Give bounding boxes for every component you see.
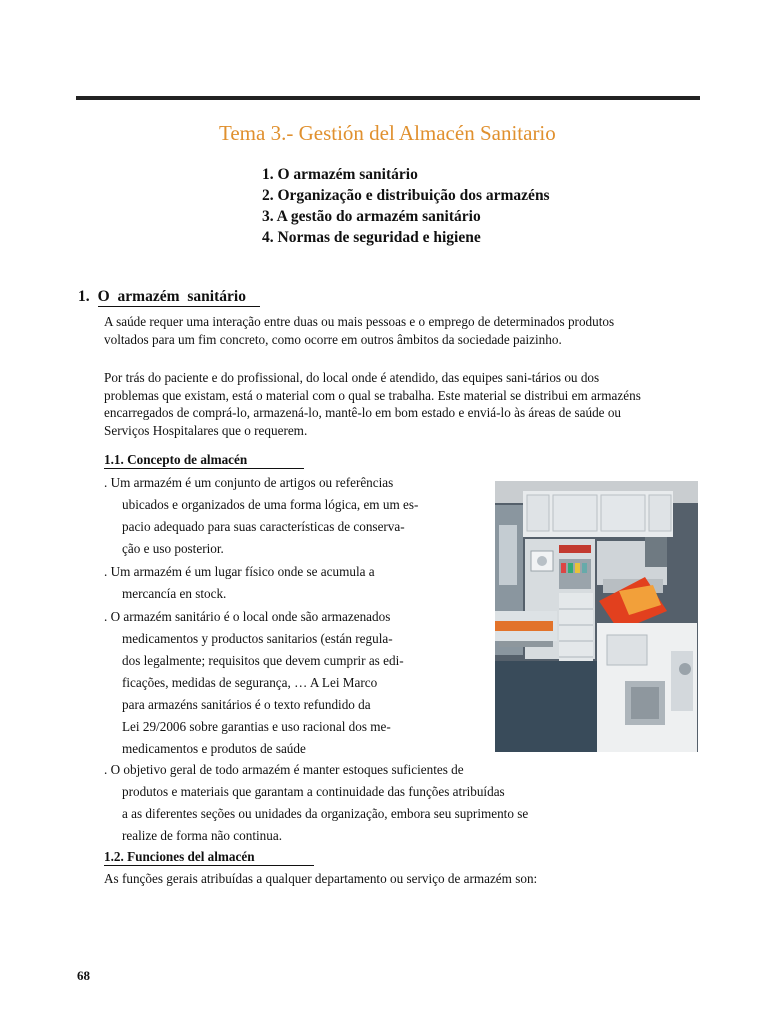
section-heading [78, 288, 260, 307]
subsection-heading [104, 848, 314, 866]
subsection-title: 1.2. Funciones del almacén [104, 848, 314, 866]
list-item-line: medicamentos y productos sanitarios (están regula- [122, 631, 393, 646]
page-number: 68 [77, 968, 90, 983]
list-item-line: ficações, medidas de segurança, … A Lei Marco [122, 675, 378, 690]
subsection-title: 1.1. Concepto de almacén [104, 451, 304, 469]
concept-list-c [104, 606, 404, 760]
toc-item: 4. Normas de seguridad e higiene [262, 229, 481, 246]
list-item-line: mercancía en stock. [122, 586, 227, 601]
list-item-line: . O armazém sanitário é o local onde são armazenados [104, 609, 391, 624]
list-item-line: realize de forma não continua. [122, 828, 283, 843]
list-item-line: ubicados e organizados de uma forma lógica, em um es- [122, 497, 419, 512]
subsection-heading [104, 451, 304, 469]
chapter-contents-list [262, 164, 550, 248]
body-paragraph: Por trás do paciente e do profissional, do local onde é atendido, das equipes sani-tários ou dos problemas que existam, está o material com o qual se trabalha. Este material se distribui em armazéns encarregados de comprá-lo, armazená-lo, mantê-lo em bom estado e enviá-lo às áreas de saúde ou Serviços Hospitalares que o requerem. [104, 370, 641, 438]
concept-list-b [104, 561, 375, 605]
list-item-line: medicamentos e produtos de saúde [122, 741, 306, 756]
ambulance-interior-photo [495, 481, 698, 752]
concept-list-a [104, 472, 418, 560]
list-item-line: . O objetivo geral de todo armazém é manter estoques suficientes de [104, 762, 464, 777]
section-title: O armazém sanitário [98, 288, 260, 307]
toc-item: 2. Organização e distribuição dos armazéns [262, 187, 550, 204]
list-item-line: Lei 29/2006 sobre garantias e uso racional dos me- [122, 719, 391, 734]
toc-item: 3. A gestão do armazém sanitário [262, 208, 481, 225]
list-item-line: a as diferentes seções ou unidades da organização, embora seu suprimento se [122, 806, 529, 821]
list-item-line: . Um armazém é um lugar físico onde se acumula a [104, 564, 375, 579]
list-item-line: para armazéns sanitários é o texto refundido da [122, 697, 371, 712]
functions-paragraph: As funções gerais atribuídas a qualquer departamento ou serviço de armazém son: [104, 871, 538, 886]
list-item-line: produtos e materiais que garantam a continuidade das funções atribuídas [122, 784, 505, 799]
toc-item: 1. O armazém sanitário [262, 166, 418, 183]
concept-list-d [104, 759, 528, 847]
chapter-title: Tema 3.- Gestión del Almacén Sanitario [219, 121, 556, 145]
list-item-line: pacio adequado para suas características de conserva- [122, 519, 405, 534]
top-rule [76, 96, 700, 100]
list-item-line: ção e uso posterior. [122, 541, 224, 556]
intro-paragraph: A saúde requer uma interação entre duas ou mais pessoas e o emprego de determinados produtos voltados para um fim concreto, como ocorre em outros âmbitos da sociedade paizinho. [104, 314, 615, 347]
section-number: 1. [78, 288, 90, 305]
list-item-line: dos legalmente; requisitos que devem cumprir as edi- [122, 653, 404, 668]
list-item-line: . Um armazém é um conjunto de artigos ou referências [104, 475, 394, 490]
